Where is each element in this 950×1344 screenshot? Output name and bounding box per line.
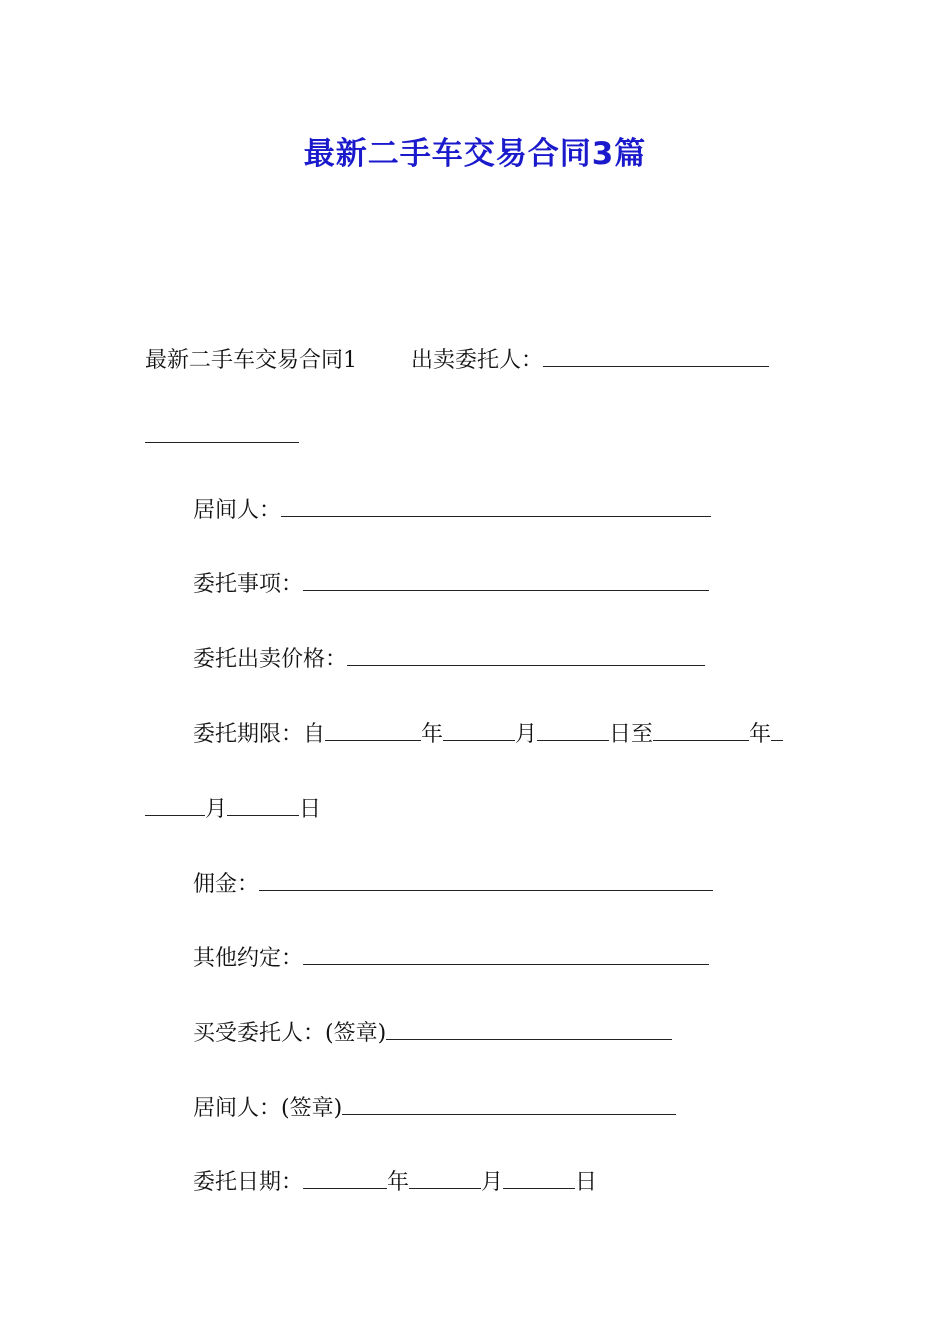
- matter-line: [193, 568, 709, 598]
- date-month-label: 月: [481, 1170, 504, 1195]
- date-day-label: 日: [575, 1170, 598, 1195]
- commission-blank[interactable]: [259, 868, 713, 891]
- seller-blank-continued[interactable]: [145, 420, 299, 443]
- term-continuation-line: [145, 793, 321, 823]
- term-label: 委托期限：自: [193, 722, 326, 747]
- broker-line: [193, 494, 711, 524]
- date-day-blank[interactable]: [503, 1166, 575, 1189]
- term-day-label-2: 日: [299, 797, 322, 822]
- seller-line: [145, 344, 769, 374]
- term-year-label-2: 年: [749, 722, 772, 747]
- other-blank[interactable]: [303, 942, 709, 965]
- term-line: [193, 718, 783, 748]
- other-label: 其他约定：: [193, 946, 304, 971]
- seller-continuation-line: [145, 420, 299, 450]
- section-heading: 最新二手车交易合同1: [145, 348, 357, 373]
- matter-blank[interactable]: [303, 568, 709, 591]
- broker-blank[interactable]: [281, 494, 711, 517]
- term-start-year-blank[interactable]: [325, 718, 421, 741]
- commission-label: 佣金：: [193, 872, 260, 897]
- other-line: [193, 942, 709, 972]
- document-title: 最新二手车交易合同3篇: [303, 136, 647, 172]
- matter-label: 委托事项：: [193, 572, 304, 597]
- date-year-blank[interactable]: [303, 1166, 387, 1189]
- price-blank[interactable]: [347, 643, 705, 666]
- buyer-sign-blank[interactable]: [386, 1017, 672, 1040]
- term-year-label: 年: [421, 722, 444, 747]
- buyer-sign-line: [193, 1017, 672, 1047]
- term-end-month-blank[interactable]: [145, 793, 205, 816]
- term-start-month-blank[interactable]: [443, 718, 515, 741]
- term-month-label-2: 月: [205, 797, 228, 822]
- date-label: 委托日期：: [193, 1170, 304, 1195]
- commission-line: [193, 868, 713, 898]
- broker-sign-line: [193, 1092, 676, 1122]
- term-end-month-blank-start[interactable]: [771, 718, 783, 741]
- term-end-day-blank[interactable]: [227, 793, 299, 816]
- seller-blank[interactable]: [543, 344, 769, 367]
- price-label: 委托出卖价格：: [193, 647, 348, 672]
- date-month-blank[interactable]: [409, 1166, 481, 1189]
- term-end-year-blank[interactable]: [653, 718, 749, 741]
- price-line: [193, 643, 705, 673]
- seller-label: 出卖委托人：: [411, 348, 544, 373]
- broker-sign-label: 居间人：(签章): [193, 1096, 343, 1121]
- term-day-to-label: 日至: [609, 722, 654, 747]
- broker-sign-blank[interactable]: [342, 1092, 676, 1115]
- date-line: [193, 1166, 597, 1196]
- term-start-day-blank[interactable]: [537, 718, 609, 741]
- buyer-sign-label: 买受委托人：(签章): [193, 1021, 387, 1046]
- broker-label: 居间人：: [193, 498, 282, 523]
- term-month-label: 月: [515, 722, 538, 747]
- date-year-label: 年: [387, 1170, 410, 1195]
